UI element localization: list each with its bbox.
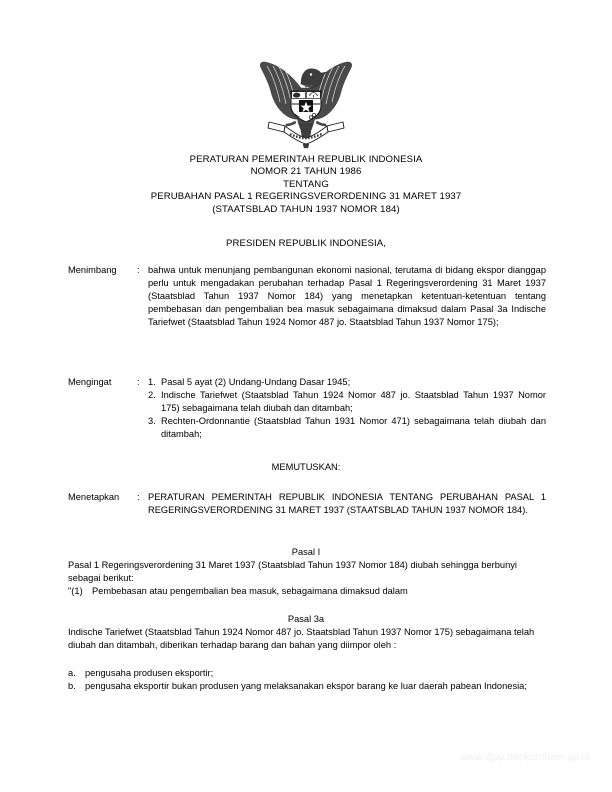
menimbang-text: bahwa untuk menunjang pembangunan ekonomi nasional, terutama di bidang ekspor dianggap perlu untuk mengadakan perubahan terhadap Pasal 1 Regeringsverordening 31 Maret 1937 (Staatsblad Tahun 1937 Nomor 184) yang menetapkan ketentuan-ketentuan tentang pembebasan dan pengembalian bea masuk sebagaimana dimaksud dalam Pasal 3a Indische Tariefwet (Staatsblad Tahun 1924 Nomor 487 jo. Staatsblad Tahun 1937 Nomor 175); — [148, 265, 546, 328]
title-line-3: TENTANG — [283, 178, 329, 190]
presiden-heading: PRESIDEN REPUBLIK INDONESIA, — [225, 238, 387, 249]
mengingat-text-3: Rechten-Ordonnantie (Staatsblad Tahun 1931 Nomor 471) sebagaimana telah diubah dan ditambah; — [161, 416, 546, 440]
list-item — [148, 376, 546, 389]
mengingat-marker-1: 1. — [148, 377, 156, 387]
mengingat-text-2: Indische Tariefwet (Staatsblad Tahun 1924 Nomor 487 jo. Staatsblad Tahun 1937 Nomor 175) sebagaimana telah diubah dan ditambah; — [161, 390, 546, 414]
pasal-1-intro: Pasal 1 Regeringsverordening 31 Maret 1937 (Staatsblad Tahun 1937 Nomor 184) diubah sehingga berbunyi sebagai berikut: — [68, 560, 517, 584]
pasal-1-clause-marker: "(1) — [68, 586, 83, 596]
list-item — [148, 389, 546, 415]
menimbang-label: Menimbang — [68, 265, 117, 275]
mengingat-text-1: Pasal 5 ayat (2) Undang-Undang Dasar 1945; — [161, 377, 351, 387]
mengingat-list — [148, 376, 546, 441]
mengingat-section — [68, 376, 546, 441]
title-line-4: PERUBAHAN PASAL 1 REGERINGSVERORDENING 31 MARET 1937 — [150, 191, 462, 203]
title-line-2: NOMOR 21 TAHUN 1986 — [250, 166, 362, 178]
pasal-1-heading: Pasal I — [291, 547, 321, 557]
menetapkan-section — [68, 491, 546, 517]
pasal-3a-marker-b: b. — [68, 681, 76, 691]
menetapkan-label: Menetapkan — [68, 492, 120, 502]
garuda-pancasila-emblem — [251, 58, 361, 150]
mengingat-label: Mengingat — [68, 377, 112, 387]
mengingat-colon: : — [137, 377, 140, 387]
pasal-3a-intro: Indische Tariefwet (Staatsblad Tahun 1924 Nomor 487 jo. Staatsblad Tahun 1937 Nomor 175) sebagaimana telah diubah dan ditambah, diberikan terhadap barang dan bahan yang diimpor oleh : — [68, 627, 535, 651]
menetapkan-text: PERATURAN PEMERINTAH REPUBLIK INDONESIA TENTANG PERUBAHAN PASAL 1 REGERINGSVERORDENING 31 MARET 1937 (STAATSBLAD TAHUN 1937 NOMOR 184). — [148, 492, 546, 516]
list-item — [68, 680, 546, 693]
mengingat-marker-3: 3. — [148, 416, 156, 427]
list-item — [68, 667, 546, 680]
emblem-container — [0, 58, 612, 155]
memutuskan-heading: MEMUTUSKAN: — [271, 462, 341, 472]
document-title-block — [66, 154, 546, 216]
title-line-1: PERATURAN PEMERINTAH REPUBLIK INDONESIA — [189, 154, 423, 165]
pasal-3a-text-b: pengusaha eksportir bukan produsen yang melaksanakan ekspor barang ke luar daerah pabean Indonesia; — [85, 681, 527, 691]
pasal-3a-heading: Pasal 3a — [287, 614, 325, 624]
pasal-3a-marker-a: a. — [68, 668, 76, 678]
pasal-3a-text-a: pengusaha produsen eksportir; — [85, 668, 214, 678]
list-item — [148, 415, 546, 441]
site-watermark: www.djpp.depkumham.go.id — [460, 752, 590, 763]
menetapkan-colon: : — [137, 492, 140, 502]
pasal-1-clause — [68, 585, 546, 598]
title-line-5: (STAATSBLAD TAHUN 1937 NOMOR 184) — [212, 203, 400, 215]
menimbang-colon: : — [137, 265, 140, 275]
menimbang-section — [68, 264, 546, 329]
mengingat-marker-2: 2. — [148, 390, 156, 401]
pasal-1-clause-text: Pembebasan atau pengembalian bea masuk, sebagaimana dimaksud dalam — [92, 586, 408, 596]
